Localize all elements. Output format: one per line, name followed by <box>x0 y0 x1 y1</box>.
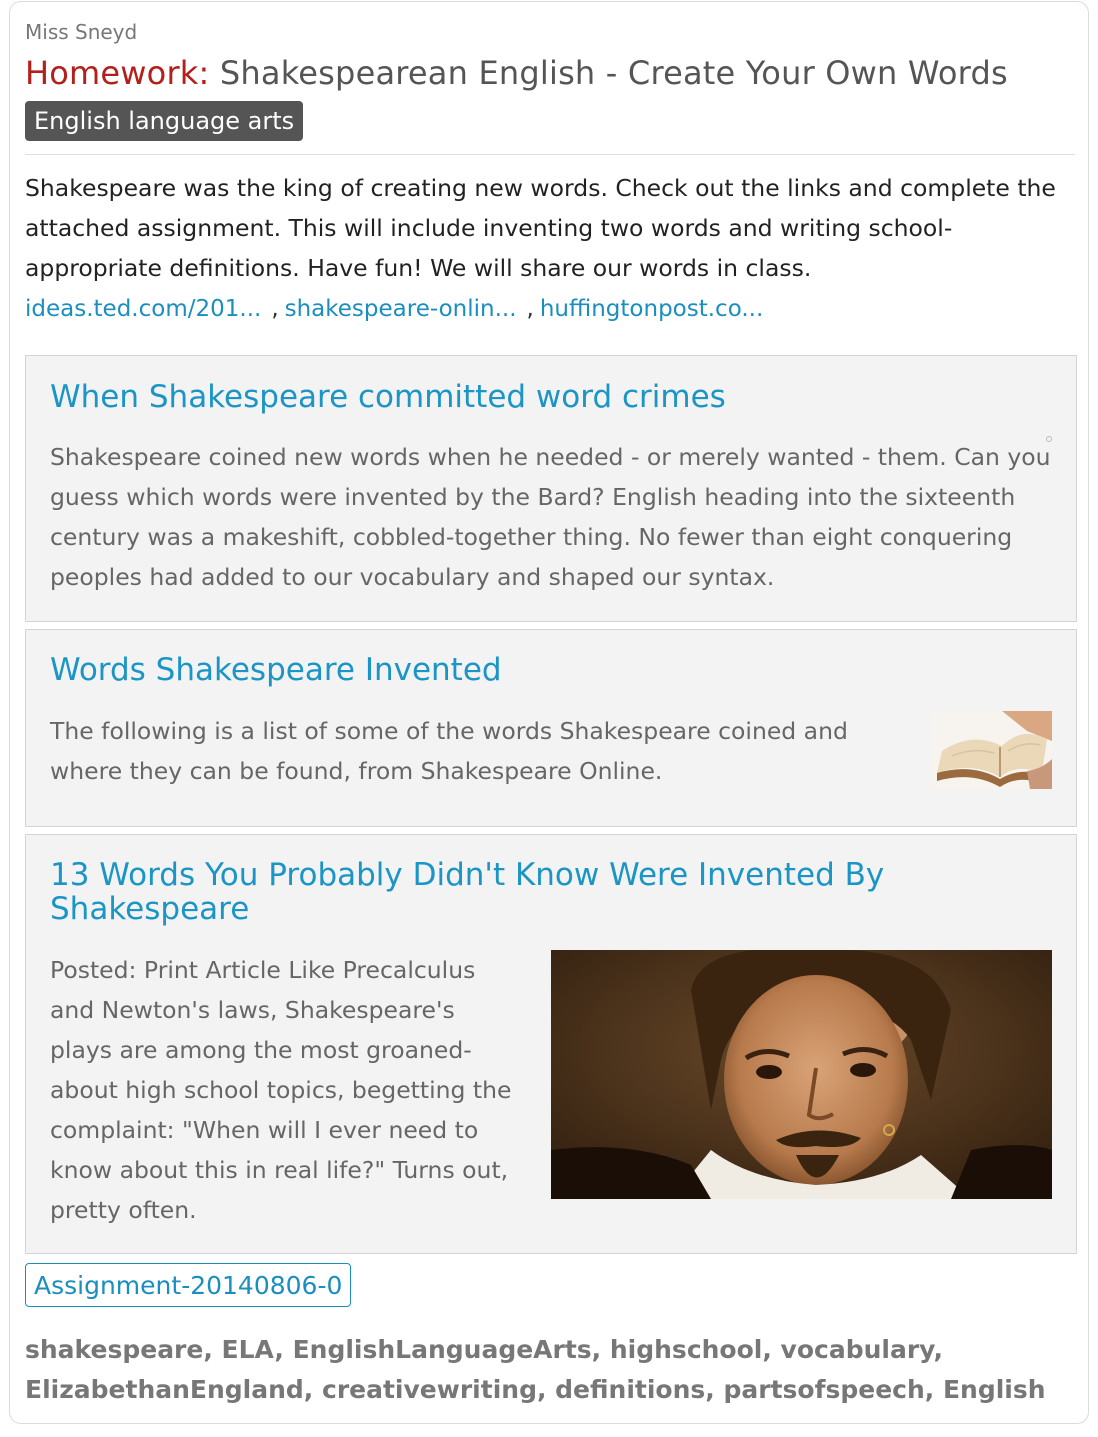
homework-label: Homework: <box>25 54 210 92</box>
link-separator: , <box>526 296 534 322</box>
link-shakespeare-online[interactable]: shakespeare-onlin... <box>284 296 517 322</box>
post-description: Shakespeare was the king of creating new words. Check out the links and complete the attached assignment. This will include inventing two words and writing school-appropriate definitions. Have fun! We will share our words in class. <box>25 174 1056 282</box>
divider <box>25 154 1075 155</box>
preview-text: Shakespeare coined new words when he needed - or merely wanted - them. Can you guess which words were invented by the Bard? English heading into the sixteenth century was a makeshift, cobbled-together thing. No fewer than eight conquering peoples had added to our vocabulary and shaped our syntax. <box>50 443 1051 591</box>
shakespeare-portrait-image <box>551 950 1052 1199</box>
link-list <box>25 289 763 329</box>
preview-text: The following is a list of some of the words Shakespeare coined and where they can be found, from Shakespeare Online. <box>50 717 848 785</box>
link-preview-ted[interactable] <box>25 355 1077 622</box>
link-separator: , <box>271 296 279 322</box>
link-huffingtonpost[interactable]: huffingtonpost.co... <box>539 296 764 322</box>
assignment-tag[interactable]: Assignment-20140806-0 <box>25 1263 351 1307</box>
post-title-text: Shakespearean English - Create Your Own Words <box>219 54 1008 92</box>
link-ted[interactable]: ideas.ted.com/201... <box>25 296 262 322</box>
link-preview-huffingtonpost[interactable] <box>25 834 1077 1254</box>
keyword-tags: shakespeare, ELA, EnglishLanguageArts, highschool, vocabulary, ElizabethanEngland, creativewriting, definitions, partsofspeech, English <box>25 1335 1046 1404</box>
preview-title[interactable]: When Shakespeare committed word crimes <box>50 379 726 415</box>
preview-title[interactable]: Words Shakespeare Invented <box>50 652 502 688</box>
teacher-name: Miss Sneyd <box>25 20 138 44</box>
preview-text: Posted: Print Article Like Precalculus and Newton's laws, Shakespeare's plays are among the most groaned-about high school topics, begetting the complaint: "When will I ever need to know about this in real life?" Turns out, pretty often. <box>50 956 512 1224</box>
post-title <box>25 54 1008 92</box>
book-thumbnail <box>932 711 1052 789</box>
subject-badge[interactable]: English language arts <box>25 101 303 141</box>
preview-title[interactable]: 13 Words You Probably Didn't Know Were Invented By Shakespeare <box>50 857 885 927</box>
link-preview-shakespeare-online[interactable] <box>25 629 1077 827</box>
